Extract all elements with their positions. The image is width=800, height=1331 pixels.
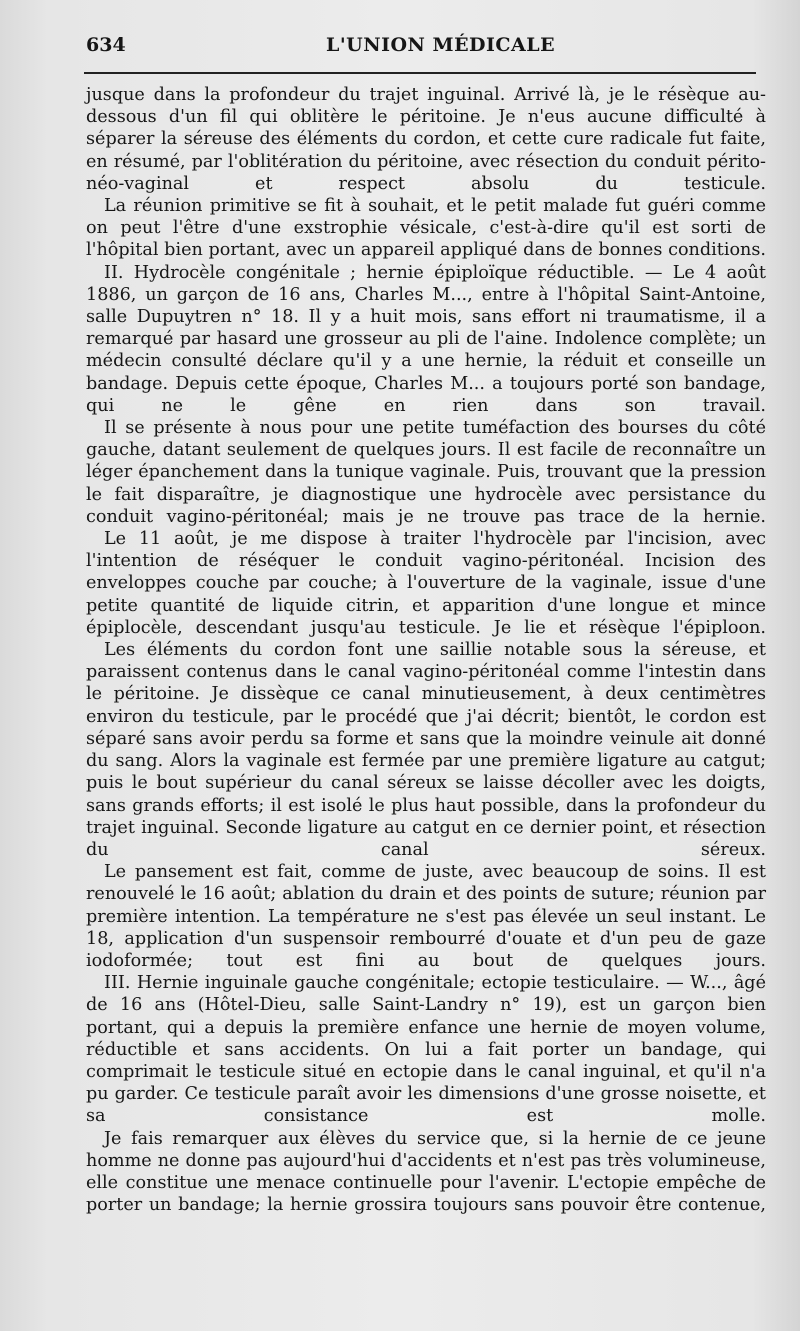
page-number: 634 [86, 34, 126, 56]
paragraph-5: Le 11 août, je me dispose à traiter l'hydrocèle par l'incision, avec l'intention de réséquer le conduit vagino-péritonéal. Incision des enveloppes couche par couche; à l'ouverture de la vaginale, issue d'une petite quantité de liquide citrin, et apparition d'une longue et mince épiplocèle, descendant jusqu'au testicule. Je lie et résèque l'épiploon. [86, 529, 766, 638]
paragraph-4: Il se présente à nous pour une petite tuméfaction des bourses du côté gauche, datant seulement de quelques jours. Il est facile de reconnaître un léger épanchement dans la tunique vaginale. Puis, trouvant que la pression le fait disparaître, je diagnostique une hydrocèle avec persistance du conduit vagino-péritonéal; mais je ne trouve pas trace de la hernie. [86, 418, 766, 527]
paragraph-9: Je fais remarquer aux élèves du service que, si la hernie de ce jeune homme ne donne pas aujourd'hui d'accidents et n'est pas très volumineuse, elle constitue une menace continuelle pour l'avenir. L'ectopie empêche de porter un bandage; la hernie grossira toujours sans pouvoir être contenue, [86, 1128, 766, 1216]
paragraph-6: Les éléments du cordon font une saillie notable sous la séreuse, et paraissent contenus dans le canal vagino-péritonéal comme l'intestin dans le péritoine. Je dissèque ce canal minutieusement, à deux centimètres environ du testicule, par le procédé que j'ai décrit; bientôt, le cordon est séparé sans avoir perdu sa forme et sans que la moindre veinule ait donné du sang. Alors la vaginale est fermée par une première ligature au catgut; puis le bout supérieur du canal séreux se laisse décoller avec les doigts, sans grands efforts; il est isolé le plus haut possible, dans la profondeur du trajet inguinal. Seconde ligature au catgut en ce dernier point, et résection du canal séreux. [86, 640, 766, 860]
paragraph-3: II. Hydrocèle congénitale ; hernie épiploïque réductible. — Le 4 août 1886, un garçon de 16 ans, Charles M..., entre à l'hôpital Saint-Antoine, salle Dupuytren n° 18. Il y a huit mois, sans effort ni traumatisme, il a remarqué par hasard une grosseur au pli de l'aine. Indolence complète; un médecin consulté déclare qu'il y a une hernie, la réduit et conseille un bandage. Depuis cette époque, Charles M... a toujours porté son bandage, qui ne le gêne en rien dans son travail. [86, 262, 766, 416]
paragraph-8: III. Hernie inguinale gauche congénitale; ectopie testiculaire. — W..., âgé de 16 ans (Hôtel-Dieu, salle Saint-Landry n° 19), est un garçon bien portant, qui a depuis la première enfance une hernie de moyen volume, réductible et sans accidents. On lui a fait porter un bandage, qui comprimait le testicule situé en ectopie dans le canal inguinal, et qu'il n'a pu garder. Ce testicule paraît avoir les dimensions d'une grosse noisette, et sa consistance est molle. [86, 973, 766, 1127]
paragraph-2: La réunion primitive se fit à souhait, et le petit malade fut guéri comme on peut l'être d'une exstrophie vésicale, c'est-à-dire qu'il est sorti de l'hôpital bien portant, avec un appareil appliqué dans de bonnes conditions. [86, 196, 766, 261]
header-rule [84, 72, 756, 74]
running-title: L'UNION MÉDICALE [326, 34, 556, 56]
paragraph-1: jusque dans la profondeur du trajet inguinal. Arrivé là, je le résèque au-dessous d'un fil qui oblitère le péritoine. Je n'eus aucune difficulté à séparer la séreuse des éléments du cordon, et cette cure radicale fut faite, en résumé, par l'oblitération du péritoine, avec résection du conduit périto-néo-vaginal et respect absolu du testicule. [86, 85, 766, 194]
body-text [86, 84, 766, 1216]
paragraph-7: Le pansement est fait, comme de juste, avec beaucoup de soins. Il est renouvelé le 16 août; ablation du drain et des points de suture; réunion par première intention. La température ne s'est pas élevée un seul instant. Le 18, application d'un suspensoir rembourré d'ouate et d'un peu de gaze iodoformée; tout est fini au bout de quelques jours. [86, 862, 766, 971]
page-header [86, 34, 760, 64]
